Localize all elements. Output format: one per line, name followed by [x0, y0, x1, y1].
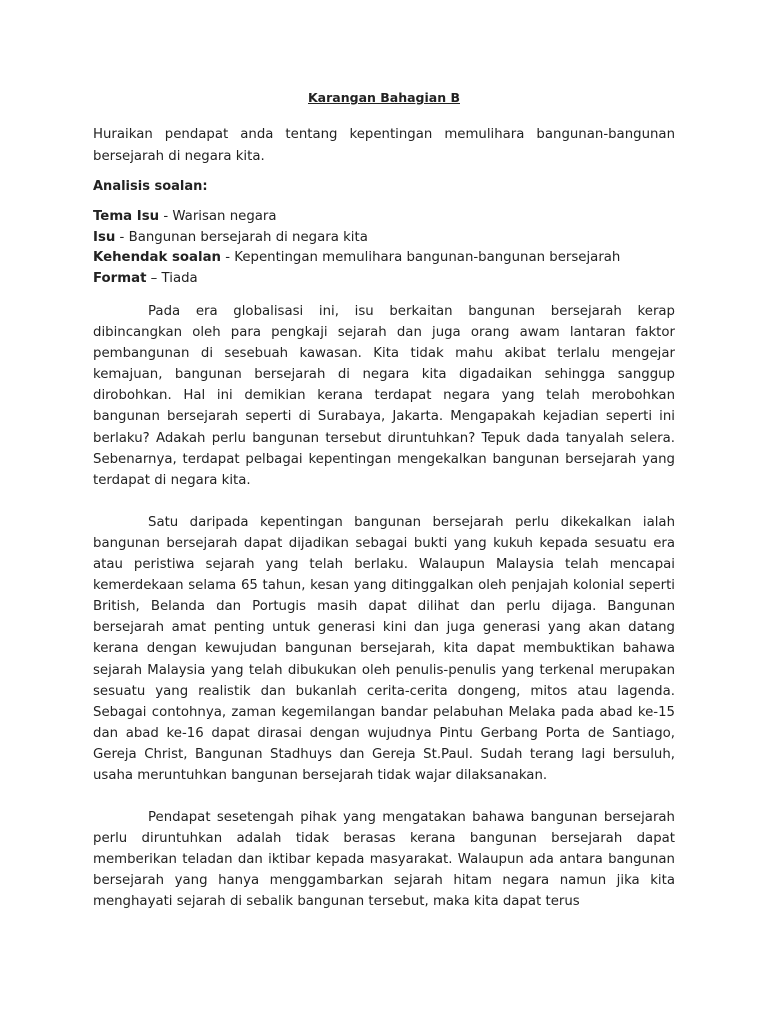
document-page: [93, 88, 675, 934]
analysis-key: Format: [93, 270, 147, 286]
analysis-heading: Analisis soalan:: [93, 179, 208, 194]
essay-question: Huraikan pendapat anda tentang kepentingan memulihara bangunan-bangunan bersejarah di negara kita.: [93, 127, 675, 164]
analysis-item-theme: [93, 207, 675, 228]
essay-paragraph-introduction: Pada era globalisasi ini, isu berkaitan bangunan bersejarah kerap dibincangkan oleh para pengkaji sejarah dan juga orang awam lantaran faktor pembangunan di sesebuah kawasan. Kita tidak mahu akibat terlalu mengejar kemajuan, bangunan bersejarah di negara kita digadaikan sehingga sanggup dirobohkan. Hal ini demikian kerana terdapat negara yang telah merobohkan bangunan bersejarah seperti di Surabaya, Jakarta. Mengapakah kejadian seperti ini berlaku? Adakah perlu bangunan tersebut diruntuhkan? Tepuk dada tanyalah selera. Sebenarnya, terdapat pelbagai kepentingan mengekalkan bangunan bersejarah yang terdapat di negara kita.: [93, 304, 675, 488]
analysis-separator: -: [115, 229, 129, 245]
analysis-value: Bangunan bersejarah di negara kita: [128, 229, 368, 245]
analysis-key: Tema Isu: [93, 209, 160, 224]
analysis-separator: -: [221, 250, 235, 265]
analysis-item-issue: [93, 228, 675, 249]
analysis-list: [93, 207, 675, 289]
analysis-item-requirement: [93, 248, 675, 269]
analysis-key: Isu: [93, 229, 116, 245]
analysis-value: Kepentingan memulihara bangunan-bangunan bersejarah: [234, 250, 621, 265]
essay-paragraph-point-1: Satu daripada kepentingan bangunan bersejarah perlu dikekalkan ialah bangunan bersejarah dapat dijadikan sebagai bukti yang kukuh kepada sesuatu era atau peristiwa sejarah yang telah berlaku. Walaupun Malaysia telah mencapai kemerdekaan selama 65 tahun, kesan yang ditinggalkan oleh penjajah kolonial seperti British, Belanda dan Portugis masih dapat dilihat dan perlu dijaga. Bangunan bersejarah amat penting untuk generasi kini dan juga generasi yang akan datang kerana dengan kewujudan bangunan bersejarah, kita dapat membuktikan bahawa sejarah Malaysia yang telah dibukukan oleh penulis-penulis yang terkenal merupakan sesuatu yang realistik dan bukanlah cerita-cerita dongeng, mitos atau lagenda. Sebagai contohnya, zaman kegemilangan bandar pelabuhan Melaka pada abad ke-15 dan abad ke-16 dapat dirasai dengan wujudnya Pintu Gerbang Porta de Santiago, Gereja Christ, Bangunan Stadhuys dan Gereja St.Paul. Sudah terang lagi bersuluh, usaha meruntuhkan bangunan bersejarah tidak wajar dilaksanakan.: [93, 514, 675, 783]
analysis-key: Kehendak soalan: [93, 250, 222, 265]
analysis-value: Warisan negara: [172, 209, 277, 224]
analysis-separator: –: [146, 270, 162, 286]
analysis-separator: -: [159, 209, 173, 224]
analysis-value: Tiada: [161, 270, 198, 286]
analysis-item-format: [93, 269, 675, 290]
document-title: Karangan Bahagian B: [308, 90, 460, 105]
essay-paragraph-point-2: Pendapat sesetengah pihak yang mengatakan bahawa bangunan bersejarah perlu diruntuhkan adalah tidak berasas kerana bangunan bersejarah dapat memberikan teladan dan iktibar kepada masyarakat. Walaupun ada antara bangunan bersejarah yang hanya menggambarkan sejarah hitam negara namun jika kita menghayati sejarah di sebalik bangunan tersebut, maka kita dapat terus: [93, 810, 675, 910]
